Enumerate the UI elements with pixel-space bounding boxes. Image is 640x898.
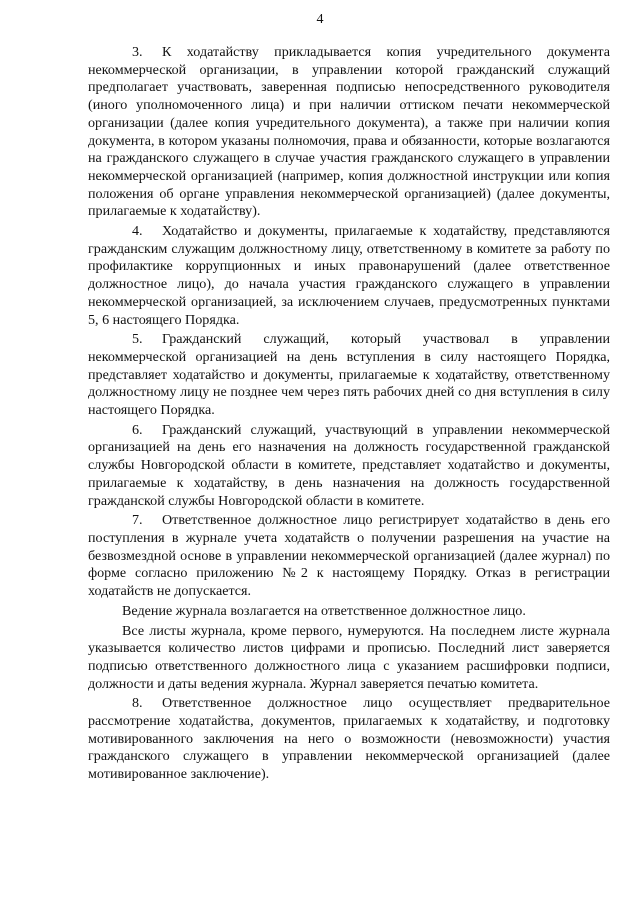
paragraph-7 bbox=[88, 512, 610, 601]
paragraph-text: Ходатайство и документы, прилагаемые к ходатайству, представляются гражданским служащим должностному лицу, ответственному в комитете за работу по профилактике коррупционных и иных правонарушений (далее ответственное должностное лицо), до начала участия гражданского служащего в управлении некоммерческой организацией, за исключением случаев, предусмотренных пунктами 5, 6 настоящего Порядка. bbox=[88, 223, 610, 328]
paragraph-journal-keeping bbox=[88, 603, 610, 621]
paragraph-number: 6. bbox=[132, 421, 143, 438]
document-body bbox=[88, 44, 610, 784]
paragraph-text: Гражданский служащий, участвующий в управлении некоммерческой организацией на день его назначения на должность государственной гражданской службы Новгородской области в комитете, представляет ходатайство и документы, прилагаемые к ходатайству, в день назначения на должность государственной гражданской службы Новгородской области в комитете. bbox=[88, 421, 610, 509]
paragraph-number: 3. bbox=[132, 44, 143, 60]
page-number: 4 bbox=[316, 12, 324, 27]
paragraph-text: Ведение журнала возлагается на ответственное должностное лицо. bbox=[122, 602, 526, 619]
paragraph-text: Все листы журнала, кроме первого, нумеруются. На последнем листе журнала указывается количество листов цифрами и прописью. Последний лист заверяется подписью ответственного должностного лица с указанием расшифровки подписи, должности и даты ведения журнала. Журнал заверяется печатью комитета. bbox=[88, 622, 610, 692]
paragraph-number: 7. bbox=[132, 512, 143, 529]
paragraph-number: 8. bbox=[132, 695, 143, 712]
paragraph-text: Ответственное должностное лицо осуществляет предварительное рассмотрение ходатайства, документов, прилагаемых к ходатайству, и подготовку мотивированного заключения на него о возможности (невозможности) участия гражданского служащего в управлении некоммерческой организацией (далее мотивированное заключение). bbox=[88, 695, 610, 783]
paragraph-text: Ответственное должностное лицо регистрирует ходатайство в день его поступления в журнале учета ходатайств о получении разрешения на участие на безвозмездной основе в управлении некоммерческой организацией (далее журнал) по форме согласно приложению №2 к настоящему Порядку. Отказ в регистрации ходатайств не допускается. bbox=[88, 512, 610, 600]
paragraph-text: Гражданский служащий, который участвовал в управлении некоммерческой организацией на день вступления в силу настоящего Порядка, представляет ходатайство и документы, прилагаемые к ходатайству, ответственному должностному лицу не позднее чем через пять рабочих дней со дня вступления в силу настоящего Порядка. bbox=[88, 331, 610, 419]
paragraph-3 bbox=[88, 44, 610, 221]
paragraph-number: 4. bbox=[132, 223, 143, 240]
paragraph-4 bbox=[88, 223, 610, 329]
paragraph-journal-sheets bbox=[88, 623, 610, 694]
paragraph-6 bbox=[88, 422, 610, 511]
paragraph-number: 5. bbox=[132, 331, 143, 348]
paragraph-5 bbox=[88, 331, 610, 420]
paragraph-text: К ходатайству прикладывается копия учредительного документа некоммерческой организации, в управлении которой гражданский служащий предполагает участвовать, заверенная подписью непосредственного руководителя (иного уполномоченного лица) и при наличии оттиском печати некоммерческой организации (далее копия учредительного документа), а также при наличии копия документа, в котором указаны полномочия, права и обязанности, которые возлагаются на гражданского служащего в случае участия гражданского служащего в управлении некоммерческой организацией (например, копия должностной инструкции или копия положения об органе управления некоммерческой организацией) (далее документы, прилагаемые к ходатайству). bbox=[88, 44, 610, 220]
paragraph-8 bbox=[88, 695, 610, 784]
